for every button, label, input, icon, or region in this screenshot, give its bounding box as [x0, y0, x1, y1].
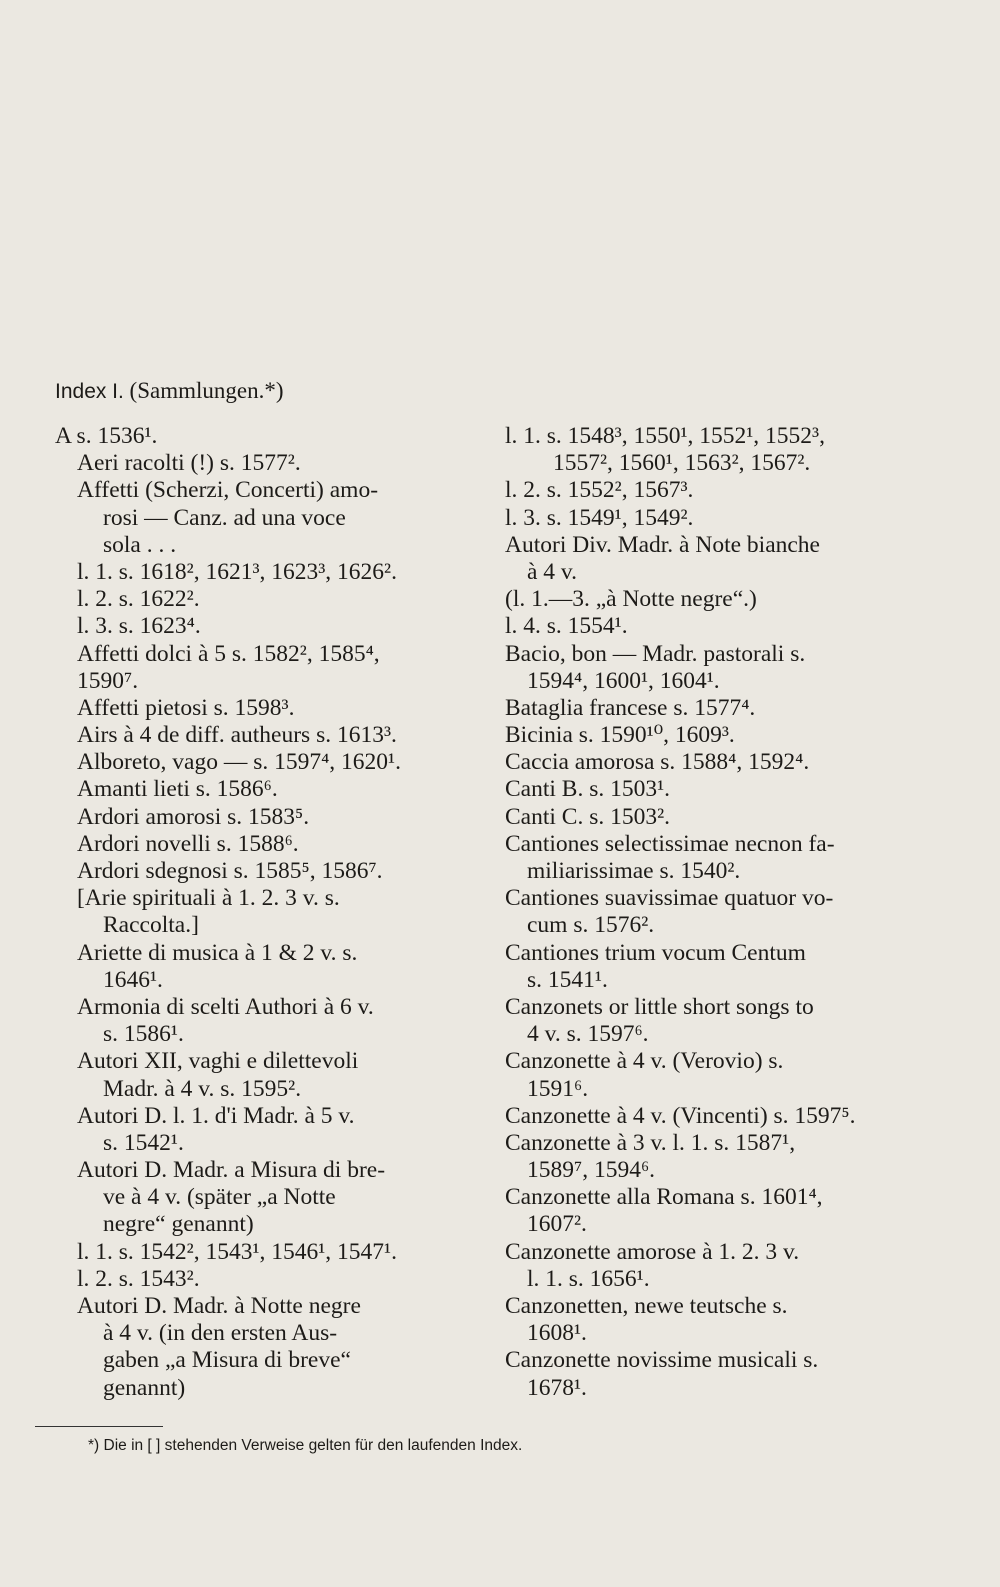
index-entry-line: Bicinia s. 1590¹⁰, 1609³.	[505, 722, 735, 749]
index-entry-line: l. 2. s. 1543².	[77, 1265, 200, 1292]
index-entry-line: Canzonette novissime musicali s.	[505, 1347, 819, 1374]
index-entry-line: l. 1. s. 1656¹.	[527, 1265, 650, 1292]
index-entry-line: Affetti (Scherzi, Concerti) amo-	[77, 477, 379, 504]
index-entry-line: (l. 1.—3. „à Notte negre“.)	[505, 586, 757, 613]
index-entry-line: l. 2. s. 1622².	[77, 586, 200, 613]
index-entry-line: Raccolta.]	[103, 912, 199, 939]
index-entry-line: ve à 4 v. (später „a Notte	[103, 1184, 336, 1211]
heading-numeral: I.	[112, 380, 124, 403]
index-entry-line: Canti C. s. 1503².	[505, 803, 671, 830]
footnote: *) Die in [ ] stehenden Verweise gelten für den laufenden Index.	[88, 1437, 523, 1454]
index-entry-line: genannt)	[103, 1374, 186, 1401]
index-entry-line: Affetti pietosi s. 1598³.	[77, 694, 295, 721]
index-entry-line: 1608¹.	[527, 1320, 587, 1347]
left-column	[55, 423, 480, 1402]
index-entry-line: Airs à 4 de diff. autheurs s. 1613³.	[77, 722, 397, 749]
heading-title: (Sammlungen.*)	[129, 378, 284, 403]
index-entry-line: s. 1586¹.	[103, 1021, 184, 1048]
index-entry-line: cum s. 1576².	[527, 912, 655, 939]
index-entry-line: Canzonette à 4 v. (Verovio) s.	[505, 1048, 784, 1075]
index-entry-line: Ardori sdegnosi s. 1585⁵, 1586⁷.	[77, 858, 383, 884]
index-entry-line: Armonia di scelti Authori à 6 v.	[77, 993, 374, 1020]
index-entry-line: 1646¹.	[103, 966, 163, 993]
index-entry-line: gaben „a Misura di breve“	[103, 1347, 351, 1374]
index-entry-line: Alboreto, vago — s. 1597⁴, 1620¹.	[77, 749, 401, 776]
index-entry-line: negre“ genannt)	[103, 1211, 254, 1238]
index-entry-line: Cantiones trium vocum Centum	[505, 939, 806, 966]
index-entry-line: Ardori novelli s. 1588⁶.	[77, 830, 299, 857]
index-entry-line: l. 4. s. 1554¹.	[505, 613, 628, 640]
index-entry-line: Canzonette amorose à 1. 2. 3 v.	[505, 1238, 800, 1265]
index-entry-line: l. 1. s. 1542², 1543¹, 1546¹, 1547¹.	[77, 1238, 397, 1265]
index-entry-line: 4 v. s. 1597⁶.	[527, 1021, 649, 1048]
index-entry-line: 1589⁷, 1594⁶.	[527, 1157, 656, 1184]
index-entry-line: Affetti dolci à 5 s. 1582², 1585⁴,	[77, 640, 380, 667]
index-entry-line: Canti B. s. 1503¹.	[505, 776, 671, 803]
index-entry-line: Canzonetten, newe teutsche s.	[505, 1293, 788, 1319]
index-entry-line: s. 1542¹.	[103, 1129, 184, 1156]
index-entry-line: Amanti lieti s. 1586⁶.	[77, 776, 278, 803]
index-entry-line: [Arie spirituali à 1. 2. 3 v. s.	[77, 885, 340, 912]
index-entry-line: Canzonets or little short songs to	[505, 993, 814, 1020]
index-entry-line: sola . . .	[103, 531, 177, 558]
index-entry-line: Canzonette alla Romana s. 1601⁴,	[505, 1184, 823, 1211]
index-entry-line: Caccia amorosa s. 1588⁴, 1592⁴.	[505, 749, 810, 776]
index-entry-line: Autori XII, vaghi e dilettevoli	[77, 1048, 359, 1075]
index-entry-line: Cantiones selectissimae necnon fa-	[505, 830, 835, 857]
index-entry-line: 1590⁷.	[77, 667, 139, 694]
index-entry-line: l. 3. s. 1623⁴.	[77, 613, 201, 640]
index-entry-line: Autori Div. Madr. à Note bianche	[505, 531, 820, 558]
index-entry-line: 1678¹.	[527, 1374, 587, 1401]
index-entry-line: Canzonette à 3 v. l. 1. s. 1587¹,	[505, 1129, 796, 1156]
index-entry-line: 1557², 1560¹, 1563², 1567².	[553, 450, 811, 477]
index-entry-line: l. 3. s. 1549¹, 1549².	[505, 504, 694, 531]
index-entry-line: Bataglia francese s. 1577⁴.	[505, 694, 756, 721]
index-entry-line: l. 1. s. 1618², 1621³, 1623³, 1626².	[77, 558, 397, 585]
index-entry-line: 1607².	[527, 1211, 587, 1238]
index-entry-line: Madr. à 4 v. s. 1595².	[103, 1075, 302, 1102]
index-entry-line: Autori D. l. 1. d'i Madr. à 5 v.	[77, 1102, 355, 1129]
index-entry-line: miliarissimae s. 1540².	[527, 858, 741, 884]
index-entry-line: Ardori amorosi s. 1583⁵.	[77, 803, 310, 830]
index-entry-line: Cantiones suavissimae quatuor vo-	[505, 885, 834, 912]
index-entry-line: s. 1541¹.	[527, 966, 608, 993]
index-entry-line: A s. 1536¹.	[55, 423, 158, 449]
index-entry-line: Autori D. Madr. à Notte negre	[77, 1293, 361, 1319]
right-column	[505, 423, 905, 1402]
index-entry-line: l. 1. s. 1548³, 1550¹, 1552¹, 1552³,	[505, 423, 825, 449]
page-heading	[55, 378, 284, 404]
index-entry-line: Aeri racolti (!) s. 1577².	[77, 450, 301, 477]
index-entry-line: Autori D. Madr. a Misura di bre-	[77, 1157, 386, 1184]
index-entry-line: Bacio, bon — Madr. pastorali s.	[505, 640, 806, 667]
heading-prefix: Index	[55, 380, 107, 403]
footnote-rule	[35, 1426, 163, 1427]
index-entry-line: Ariette di musica à 1 & 2 v. s.	[77, 939, 358, 966]
index-entry-line: 1594⁴, 1600¹, 1604¹.	[527, 667, 720, 694]
index-entry-line: rosi — Canz. ad una voce	[103, 504, 346, 531]
index-entry-line: à 4 v. (in den ersten Aus-	[103, 1320, 338, 1347]
index-entry-line: à 4 v.	[527, 558, 578, 585]
index-entry-line: 1591⁶.	[527, 1075, 589, 1102]
index-entry-line: Canzonette à 4 v. (Vincenti) s. 1597⁵.	[505, 1102, 856, 1129]
index-entry-line: l. 2. s. 1552², 1567³.	[505, 477, 694, 504]
